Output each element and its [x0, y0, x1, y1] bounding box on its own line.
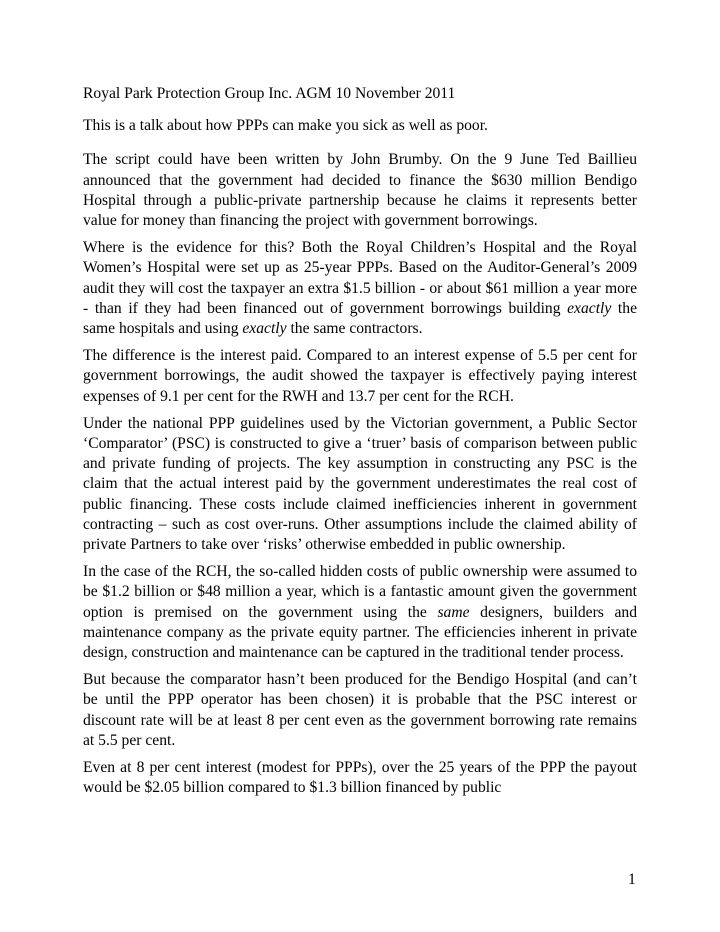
paragraph-2-text-1: Where is the evidence for this? Both the Royal Children’s Hospital and the Royal Women’s Hospital were set up as 25-year PPPs. Based on the Auditor-General’s 2009 audit they will cost the taxpayer an extra $1.5 billion - or about $61 million a year more - than if they had been financed out of government borrowings building — [83, 239, 637, 317]
paragraph-2-emphasis-2: exactly — [242, 320, 287, 338]
paragraph-4: Under the national PPP guidelines used by the Victorian government, a Public Sector ‘Comparator’ (PSC) is constructed to give a ‘truer’ basis of comparison between public and private funding of projects. The key assumption in constructing any PSC is the claim that the actual interest paid by the government underestimates the real cost of public financing. These costs include claimed inefficiencies inherent in government contracting – such as cost over-runs. Other assumptions include the claimed ability of private Partners to take over ‘risks’ otherwise embedded in public ownership. — [83, 414, 637, 554]
paragraph-2-emphasis-1: exactly — [567, 299, 612, 317]
paragraph-1: The script could have been written by John Brumby. On the 9 June Ted Baillieu announced that the government had decided to finance the $630 million Bendigo Hospital through a public-private partnership because he claims it represents better value for money than financing the project with government borrowings. — [83, 151, 637, 230]
document-subtitle: This is a talk about how PPPs can make you sick as well as poor. — [83, 117, 488, 135]
document-body — [83, 84, 637, 806]
paragraph-2-text-2: the same hospitals and using — [83, 299, 637, 338]
document-title: Royal Park Protection Group Inc. AGM 10 November 2011 — [83, 85, 456, 102]
paragraph-6: But because the comparator hasn’t been produced for the Bendigo Hospital (and can’t be until the PPP operator has been chosen) it is probable that the PSC interest or discount rate will be at least 8 per cent even as the government borrowing rate remains at 5.5 per cent. — [83, 671, 637, 749]
paragraph-5 — [83, 562, 637, 663]
paragraph-5-text-1: In the case of the RCH, the so-called hidden costs of public ownership were assumed to be $1.2 billion or $48 million a year, which is a fantastic amount given the government option is premised on the government using the — [83, 563, 637, 621]
paragraph-3: The difference is the interest paid. Compared to an interest expense of 5.5 per cent for government borrowings, the audit showed the taxpayer is effectively paying interest expenses of 9.1 per cent for the RWH and 13.7 per cent for the RCH. — [83, 347, 637, 405]
page-number: 1 — [628, 871, 636, 888]
paragraph-2-text-3: the same contractors. — [286, 320, 423, 338]
paragraph-5-emphasis: same — [437, 603, 470, 621]
paragraph-5-text-2: designers, builders and maintenance company as the private equity partner. The efficiencies inherent in private design, construction and maintenance can be captured in the traditional tender process. — [83, 603, 637, 662]
paragraph-7: Even at 8 per cent interest (modest for PPPs), over the 25 years of the PPP the payout would be $2.05 billion compared to $1.3 billion financed by public — [83, 759, 637, 797]
paragraph-2 — [83, 238, 637, 339]
